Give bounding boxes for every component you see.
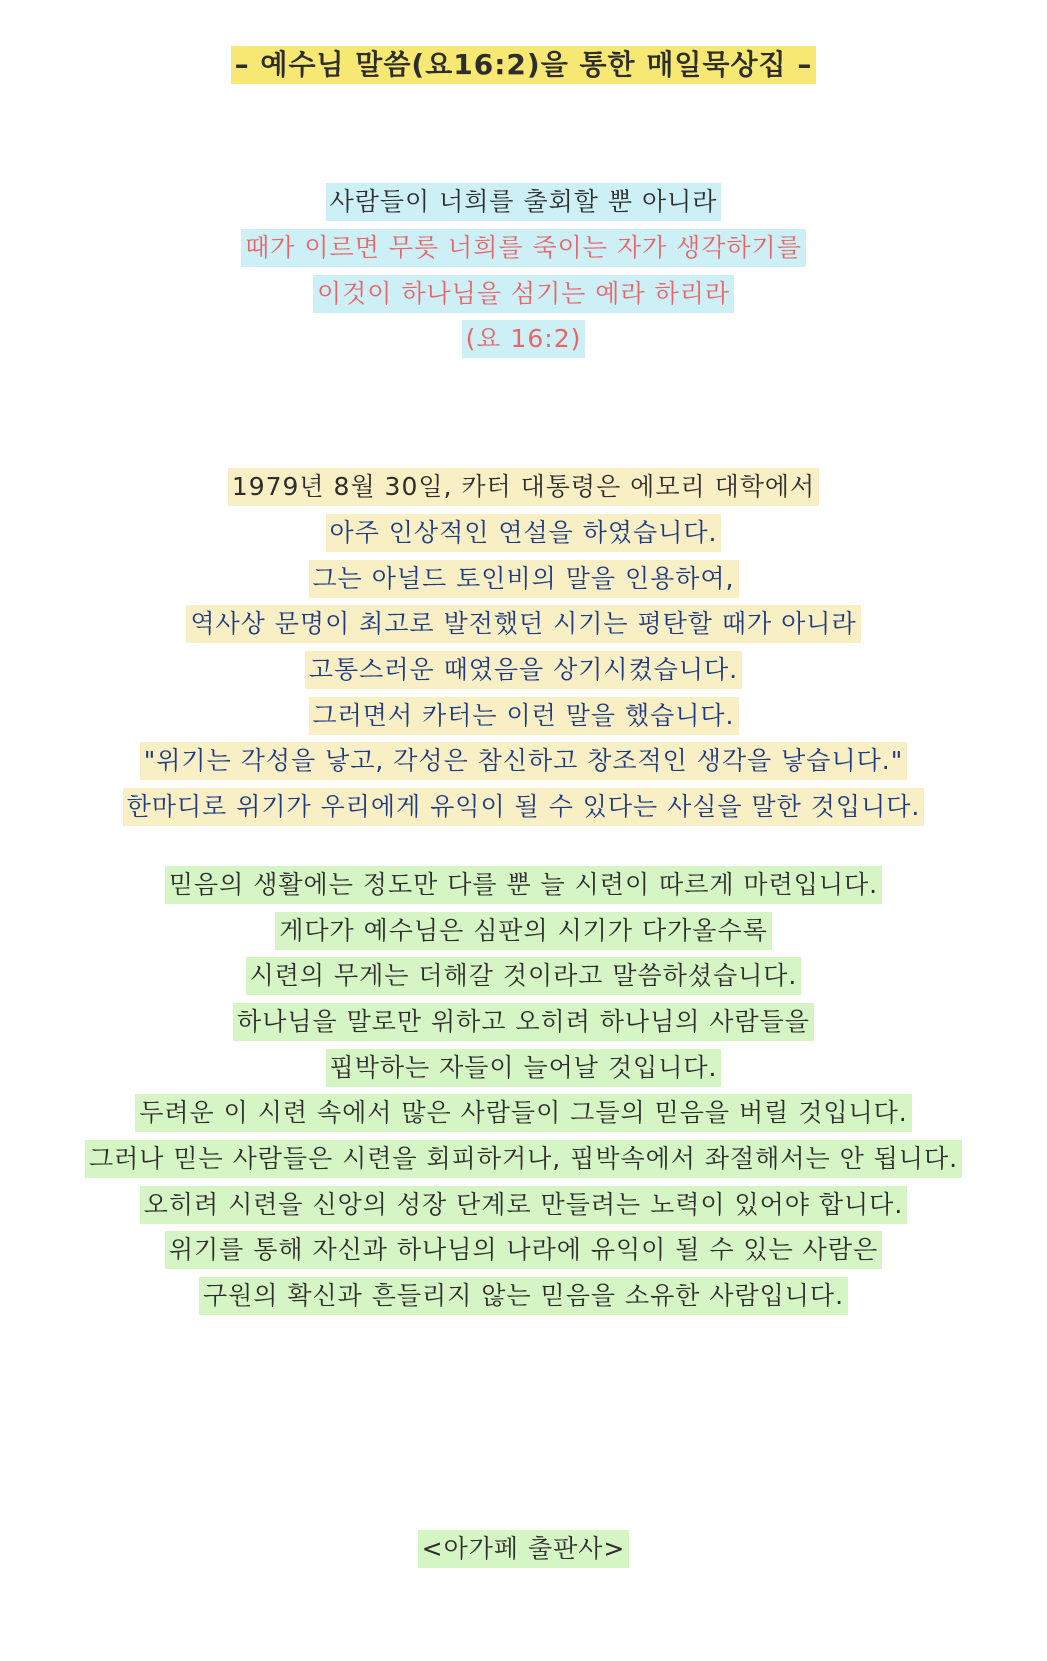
verse-text: 이것이 하나님을 섬기는 예라 하리라 <box>313 275 734 313</box>
paragraph-text: 오히려 시련을 신앙의 성장 단계로 만들려는 노력이 있어야 합니다. <box>140 1186 908 1224</box>
paragraph-text: 그는 아널드 토인비의 말을 인용하여, <box>309 560 739 598</box>
paragraph-text: 게다가 예수님은 심판의 시기가 다가올수록 <box>275 912 772 950</box>
paragraph-text: 역사상 문명이 최고로 발전했던 시기는 평탄할 때가 아니라 <box>186 605 860 643</box>
paragraph-line <box>0 1231 1047 1269</box>
paragraph-text: 그러나 믿는 사람들은 시련을 회피하거나, 핍박속에서 좌절해서는 안 됩니다. <box>85 1140 962 1178</box>
paragraph-line <box>0 514 1047 552</box>
paragraph-text: 시련의 무게는 더해갈 것이라고 말씀하셨습니다. <box>246 957 802 995</box>
paragraph-line <box>0 651 1047 689</box>
paragraph-text: 1979년 8월 30일, 카터 대통령은 에모리 대학에서 <box>228 468 819 506</box>
paragraph-line <box>0 1049 1047 1087</box>
paragraph-line <box>0 605 1047 643</box>
paragraph-line <box>0 912 1047 950</box>
paragraph-line <box>0 697 1047 735</box>
paragraph-text: 두려운 이 시련 속에서 많은 사람들이 그들의 믿음을 버릴 것입니다. <box>135 1094 912 1132</box>
paragraph-text: 그러면서 카터는 이런 말을 했습니다. <box>309 697 739 735</box>
verse-text: 때가 이르면 무릇 너희를 죽이는 자가 생각하기를 <box>241 229 806 267</box>
paragraph-line <box>0 957 1047 995</box>
publisher-name: <아가페 출판사> <box>418 1530 630 1568</box>
paragraph-text: 핍박하는 자들이 늘어날 것입니다. <box>326 1049 722 1087</box>
paragraph-line <box>0 788 1047 826</box>
paragraph-text: 고통스러운 때였음을 상기시켰습니다. <box>305 651 742 689</box>
verse-reference-line <box>0 320 1047 358</box>
paragraph-text: 구원의 확신과 흔들리지 않는 믿음을 소유한 사람입니다. <box>199 1277 848 1315</box>
paragraph-line <box>0 742 1047 780</box>
publisher-line <box>0 1530 1047 1568</box>
paragraph-line <box>0 468 1047 506</box>
paragraph-text: 위기를 통해 자신과 하나님의 나라에 유익이 될 수 있는 사람은 <box>165 1231 882 1269</box>
page-title: – 예수님 말씀(요16:2)을 통한 매일묵상집 – <box>231 46 817 84</box>
paragraph-line <box>0 866 1047 904</box>
paragraph-text: 하나님을 말로만 위하고 오히려 하나님의 사람들을 <box>233 1003 814 1041</box>
paragraph-line <box>0 1003 1047 1041</box>
paragraph-text: "위기는 각성을 낳고, 각성은 참신하고 창조적인 생각을 낳습니다." <box>140 742 907 780</box>
verse-line <box>0 229 1047 267</box>
paragraph-text: 아주 인상적인 연설을 하였습니다. <box>326 514 722 552</box>
verse-text: 사람들이 너희를 출회할 뿐 아니라 <box>326 183 722 221</box>
title-line <box>0 46 1047 84</box>
paragraph-line <box>0 1140 1047 1178</box>
paragraph-text: 믿음의 생활에는 정도만 다를 뿐 늘 시련이 따르게 마련입니다. <box>165 866 882 904</box>
paragraph-line <box>0 1277 1047 1315</box>
paragraph-line <box>0 1094 1047 1132</box>
verse-reference: (요 16:2) <box>462 320 586 358</box>
paragraph-text: 한마디로 위기가 우리에게 유익이 될 수 있다는 사실을 말한 것입니다. <box>123 788 925 826</box>
verse-line <box>0 275 1047 313</box>
paragraph-line <box>0 1186 1047 1224</box>
verse-line <box>0 183 1047 221</box>
paragraph-line <box>0 560 1047 598</box>
